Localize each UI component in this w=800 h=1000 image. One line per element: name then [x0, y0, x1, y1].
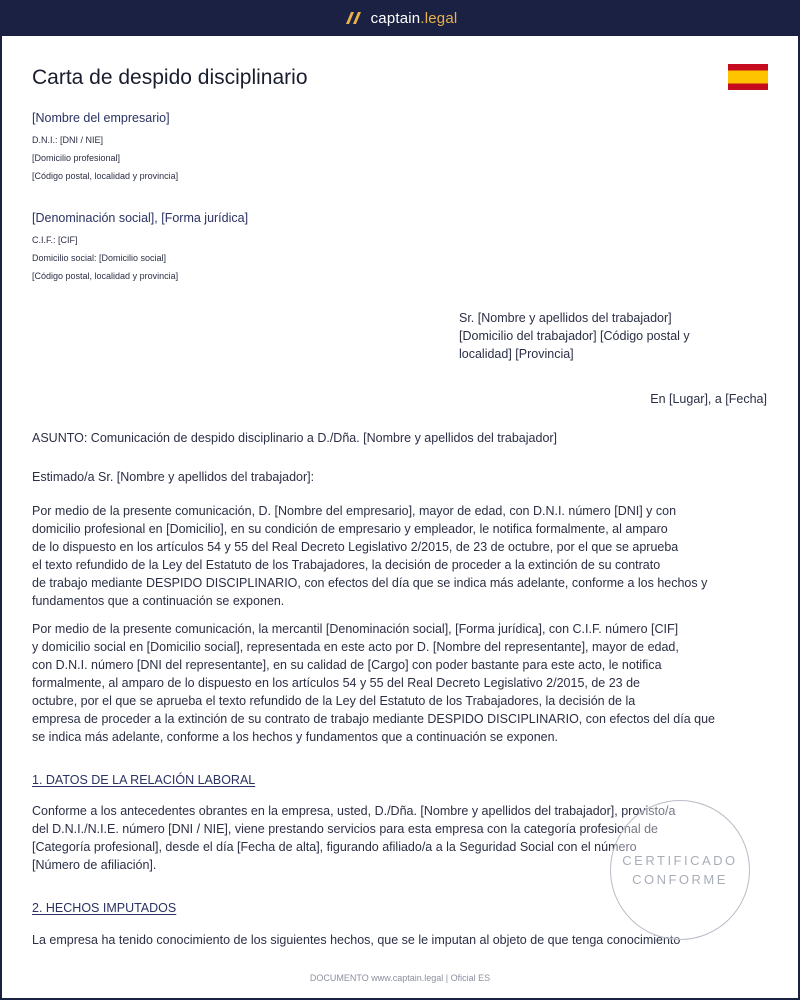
document-footer: DOCUMENTO www.captain.legal | Oficial ES — [309, 973, 491, 983]
paragraph-line: Por medio de la presente comunicación, la mercantil [Denominación social], [Forma jurídica], con C.I.F. número [CIF] — [32, 622, 679, 636]
paragraph-line: con D.N.I. número [DNI del representante], en su calidad de [Cargo] con poder bastante para este acto, le notifica — [32, 658, 662, 672]
company-block — [32, 211, 248, 285]
certified-stamp — [610, 800, 750, 940]
company-line: [Código postal, localidad y provincia] — [32, 271, 179, 281]
stamp-line: CERTIFICADO — [622, 853, 738, 868]
document-page — [2, 36, 798, 998]
place-date: En [Lugar], a [Fecha] — [650, 392, 767, 406]
paragraph-line: formalmente, al amparo de lo dispuesto en los artículos 54 y 55 del Real Decreto Legislativo 2/2015, de 23 de — [32, 676, 641, 690]
paragraph-line: se indica más adelante, conforme a los hechos y fundamentos que a continuación se exponen. — [32, 730, 559, 744]
recipient-line: [Domicilio del trabajador] [Código postal y — [459, 329, 690, 343]
paragraph-line: fundamentos que a continuación se exponen. — [32, 594, 285, 608]
paragraph-line: La empresa ha tenido conocimiento de los siguientes hechos, que se le imputan al objeto de que tenga conocimiento — [32, 933, 681, 947]
spain-flag-icon — [728, 64, 768, 90]
employer-block — [32, 111, 178, 185]
employer-line: D.N.I.: [DNI / NIE] — [32, 135, 104, 145]
brand-name: captain.legal — [370, 9, 458, 27]
recipient-block — [459, 309, 759, 363]
paragraph-line: Conforme a los antecedentes obrantes en la empresa, usted, D./Dña. [Nombre y apellidos del trabajador], provisto/a — [32, 804, 676, 818]
employer-line: [Código postal, localidad y provincia] — [32, 171, 179, 181]
paragraph-line: y domicilio social en [Domicilio social], representada en este acto por D. [Nombre del representante], mayor de edad, — [32, 640, 679, 654]
paragraph-company-notice — [32, 620, 767, 746]
top-bar — [0, 0, 800, 36]
greeting: Estimado/a Sr. [Nombre y apellidos del trabajador]: — [32, 470, 315, 484]
company-name: [Denominación social], [Forma jurídica] — [32, 211, 249, 225]
stamp-line: CONFORME — [632, 872, 728, 887]
section-heading-imputed-facts: 2. HECHOS IMPUTADOS — [32, 901, 177, 915]
paragraph-line: de lo dispuesto en los artículos 54 y 55 del Real Decreto Legislativo 2/2015, de 23 de octubre, por el que se aprueba — [32, 540, 679, 554]
recipient-line: localidad] [Provincia] — [459, 347, 574, 361]
paragraph-line: [Categoría profesional], desde el día [Fecha de alta], figurando afiliado/a a la Seguridad Social con el número — [32, 840, 637, 854]
paragraph-line: octubre, por el que se aprueba el texto refundido de la Ley del Estatuto de los Trabajadores, la decisión de la — [32, 694, 636, 708]
paragraph-line: Por medio de la presente comunicación, D. [Nombre del empresario], mayor de edad, con D.N.I. número [DNI] y con — [32, 504, 677, 518]
captain-logo-icon — [343, 10, 363, 26]
subject-line: ASUNTO: Comunicación de despido disciplinario a D./Dña. [Nombre y apellidos del trabajador] — [32, 431, 558, 445]
section-heading-employment-data: 1. DATOS DE LA RELACIÓN LABORAL — [32, 773, 256, 787]
company-line: C.I.F.: [CIF] — [32, 235, 78, 245]
paragraph-line: domicilio profesional en [Domicilio], en su condición de empresario y empleador, le notifica formalmente, al amparo — [32, 522, 668, 536]
paragraph-line: [Número de afiliación]. — [32, 858, 157, 872]
company-line: Domicilio social: [Domicilio social] — [32, 253, 167, 263]
paragraph-line: empresa de proceder a la extinción de su contrato de trabajo mediante DESPIDO DISCIPLINARIO, con efectos del día que — [32, 712, 716, 726]
recipient-line: Sr. [Nombre y apellidos del trabajador] — [459, 311, 672, 325]
document-title: Carta de despido disciplinario — [32, 66, 308, 89]
employer-name: [Nombre del empresario] — [32, 111, 170, 125]
paragraph-line: el texto refundido de la Ley del Estatuto de los Trabajadores, la decisión de proceder a la extinción de su contrato — [32, 558, 661, 572]
paragraph-line: del D.N.I./N.I.E. número [DNI / NIE], viene prestando servicios para esta empresa con la categoría profesional de — [32, 822, 658, 836]
brand[interactable] — [343, 10, 458, 27]
employer-line: [Domicilio profesional] — [32, 153, 121, 163]
paragraph-employer-notice — [32, 502, 767, 610]
paragraph-line: de trabajo mediante DESPIDO DISCIPLINARIO, con efectos del día que se indica más adelante, conforme a los hechos y — [32, 576, 708, 590]
